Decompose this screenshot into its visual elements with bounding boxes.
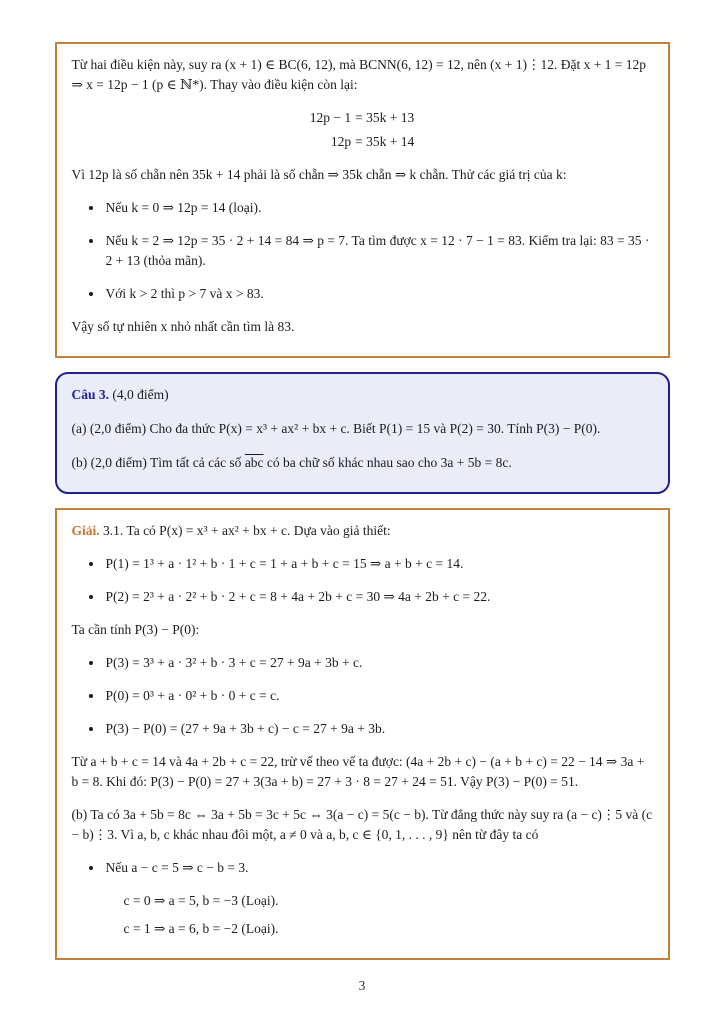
question-heading xyxy=(72,385,653,405)
overline-abc: $\overline{abc}$ xyxy=(244,455,264,470)
solution-label: Giải. xyxy=(71,523,100,538)
solution-box-question3 xyxy=(55,508,670,960)
para: Từ a + b + c = 14 và 4a + 2b + c = 22, trừ vế theo vế ta được: (4a + 2b + c) − (a + b + c) = 22 − 14 ⇒ 3a + b = 8. Khi đó: P(3) − P(0) = 27 + 3(3a + b) = 27 + 3 · 8 = 27 + 24 = 51. Vậy P(3) − P(0) = 51. xyxy=(71,754,645,789)
solution-box-question2 xyxy=(55,42,670,358)
document-page xyxy=(55,0,670,996)
bullet-list xyxy=(72,198,653,304)
case-line: c = 1 ⇒ a = 6, b = −2 (Loại). xyxy=(123,921,279,936)
equation-rhs: = 35k + 13 xyxy=(355,110,415,125)
question-part-b-text: có ba chữ số khác nhau sao cho 3a + 5b = 8c. xyxy=(263,455,512,470)
bullet-item: • Nếu k = 2 ⇒ 12p = 35 · 2 + 14 = 84 ⇒ p = 7. Ta tìm được x = 12 · 7 − 1 = 83. Kiểm tra lại: 83 = 35 · 2 + 13 (thỏa mãn). xyxy=(104,231,653,271)
equation-lhs: 12p − 1 xyxy=(309,110,352,125)
page-number: 3 xyxy=(358,978,366,993)
question-box-cau3 xyxy=(55,372,670,494)
solution-heading xyxy=(72,521,653,541)
question-points: (4,0 điểm) xyxy=(112,387,169,402)
bullet-item: • P(2) = 2³ + a · 2² + b · 2 + c = 8 + 4a + 2b + c = 30 ⇒ 4a + 2b + c = 22. xyxy=(104,587,653,607)
bullet-item: • Nếu k = 0 ⇒ 12p = 14 (loại). xyxy=(104,198,653,218)
equation xyxy=(310,106,414,130)
para: Ta cần tính P(3) − P(0): xyxy=(71,622,200,637)
para: (b) Ta có 3a + 5b = 8c ⇔ 3a + 5b = 3c + 5c ⇔ 3(a − c) = 5(c − b). Từ đẳng thức này suy ra (a − c)⋮5 và (c − b)⋮3. Vì a, b, c khác nhau đôi một, a ≠ 0 và a, b, c ∈ {0, 1, . . . , 9} nên từ đây ta có xyxy=(71,807,653,842)
bullet-list xyxy=(72,554,653,607)
para: Vậy số tự nhiên x nhỏ nhất cần tìm là 83. xyxy=(71,319,295,334)
bullet-item: • Với k > 2 thì p > 7 và x > 83. xyxy=(104,284,653,304)
equation-block xyxy=(310,106,414,154)
bullet-item: • P(3) − P(0) = (27 + 9a + 3b + c) − c = 27 + 9a + 3b. xyxy=(104,719,653,739)
equation xyxy=(310,130,414,154)
para: Vì 12p là số chẵn nên 35k + 14 phải là số chẵn ⇒ 35k chẵn ⇒ k chẵn. Thử các giá trị của k: xyxy=(71,167,567,182)
equation-rhs: = 35k + 14 xyxy=(355,134,415,149)
equation-lhs: 12p xyxy=(330,134,352,149)
question-part-b-text: (b) (2,0 điểm) Tìm tất cả các số xyxy=(71,455,245,470)
case-line: c = 0 ⇒ a = 5, b = −3 (Loại). xyxy=(123,893,279,908)
solution-intro: 3.1. Ta có P(x) = x³ + ax² + bx + c. Dựa vào giả thiết: xyxy=(103,523,391,538)
case-lines xyxy=(124,891,653,939)
bullet-list xyxy=(72,858,653,878)
question-part-b xyxy=(72,453,653,473)
question-part-a: (a) (2,0 điểm) Cho đa thức P(x) = x³ + ax² + bx + c. Biết P(1) = 15 và P(2) = 30. Tính P(3) − P(0). xyxy=(71,421,601,436)
bullet-item: • P(3) = 3³ + a · 3² + b · 3 + c = 27 + 9a + 3b + c. xyxy=(104,653,653,673)
question-label: Câu 3. xyxy=(71,387,110,402)
bullet-list xyxy=(72,653,653,739)
para: Từ hai điều kiện này, suy ra (x + 1) ∈ BC(6, 12), mà BCNN(6, 12) = 12, nên (x + 1)⋮12. Đặt x + 1 = 12p ⇒ x = 12p − 1 (p ∈ ℕ*). Thay vào điều kiện còn lại: xyxy=(71,57,647,92)
bullet-item: • P(0) = 0³ + a · 0² + b · 0 + c = c. xyxy=(104,686,653,706)
bullet-item: • Nếu a − c = 5 ⇒ c − b = 3. xyxy=(104,858,653,878)
bullet-item: • P(1) = 1³ + a · 1² + b · 1 + c = 1 + a + b + c = 15 ⇒ a + b + c = 14. xyxy=(104,554,653,574)
